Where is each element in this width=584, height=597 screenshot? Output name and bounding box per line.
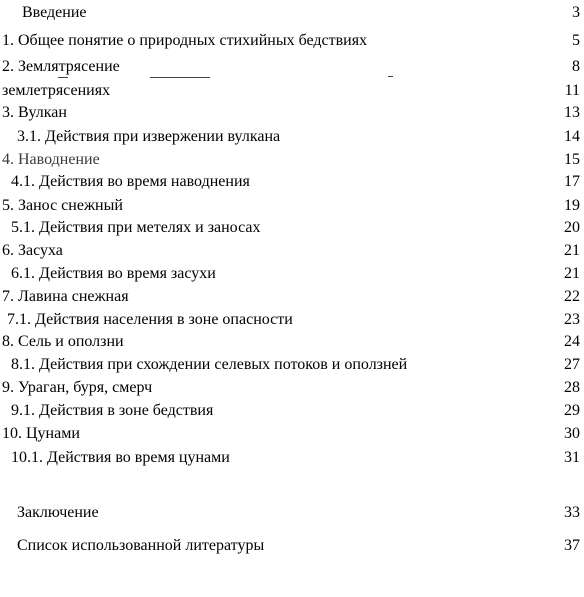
toc-entry-title: 3.1. Действия при извержении вулкана [17, 128, 281, 145]
toc-entry-title: 6. Засуха [2, 242, 63, 259]
toc-entry-page: 22 [564, 288, 580, 305]
toc-entry-page: 13 [564, 104, 580, 121]
toc-entry-title: Заключение [17, 504, 99, 521]
toc-entry-9-1 [0, 400, 580, 422]
toc-entry-page: 27 [564, 356, 580, 373]
toc-entry-title: 10. Цунами [2, 425, 80, 442]
toc-entry-conclusion [0, 502, 580, 524]
toc-entry-title: 9. Ураган, буря, смерч [2, 379, 153, 396]
toc-entry-page: 3 [572, 4, 580, 21]
toc-entry-6 [0, 240, 580, 262]
toc-entry-page: 29 [564, 402, 580, 419]
toc-entry-references [0, 535, 580, 557]
toc-entry-4 [0, 149, 580, 171]
toc-entry-page: 30 [564, 425, 580, 442]
toc-entry-2-continuation [0, 80, 580, 102]
toc-entry-title: 4.1. Действия во время наводнения [11, 173, 250, 190]
toc-entry-introduction [0, 2, 580, 24]
toc-entry-title: 8. Сель и оползни [2, 333, 124, 350]
clipped-text-fragment [388, 76, 393, 77]
toc-entry-5-1 [0, 217, 580, 239]
toc-entry-title: 2. Землятрясение [2, 58, 120, 75]
toc-entry-8 [0, 331, 580, 353]
toc-entry-title: землетрясениях [2, 82, 111, 99]
toc-entry-title: 5.1. Действия при метелях и заносах [11, 219, 261, 236]
toc-entry-2 [0, 56, 580, 78]
toc-entry-page: 21 [564, 242, 580, 259]
toc-entry-title: 10.1. Действия во время цунами [11, 449, 230, 466]
toc-entry-page: 5 [572, 32, 580, 49]
toc-entry-page: 23 [564, 311, 580, 328]
toc-entry-6-1 [0, 263, 580, 285]
toc-entry-page: 8 [572, 58, 580, 75]
toc-entry-title: Введение [22, 4, 87, 21]
toc-entry-title: 1. Общее понятие о природных стихийных бедствиях [2, 32, 368, 49]
toc-entry-1 [0, 30, 580, 52]
toc-entry-title: Список использованной литературы [17, 537, 265, 554]
toc-entry-3 [0, 102, 580, 124]
toc-entry-10-1 [0, 447, 580, 469]
toc-entry-title: 8.1. Действия при схождении селевых потоков и оползней [11, 356, 408, 373]
toc-entry-page: 31 [564, 449, 580, 466]
toc-entry-page: 20 [564, 219, 580, 236]
toc-entry-4-1 [0, 171, 580, 193]
toc-entry-page: 19 [564, 197, 580, 214]
toc-entry-page: 28 [564, 379, 580, 396]
toc-entry-title: 7.1. Действия населения в зоне опасности [7, 311, 293, 328]
toc-entry-page: 11 [564, 82, 580, 99]
toc-entry-title: 7. Лавина снежная [2, 288, 129, 305]
toc-entry-5 [0, 195, 580, 217]
toc-entry-title: 6.1. Действия во время засухи [11, 265, 216, 282]
toc-entry-7 [0, 286, 580, 308]
toc-entry-3-1 [0, 126, 580, 148]
toc-entry-title: 5. Занос снежный [2, 197, 123, 214]
clipped-text-fragment [150, 77, 210, 78]
toc-entry-8-1 [0, 354, 580, 376]
toc-entry-page: 14 [564, 128, 580, 145]
toc-entry-page: 17 [564, 173, 580, 190]
toc-entry-page: 21 [564, 265, 580, 282]
clipped-text-fragment [58, 77, 68, 78]
toc-entry-page: 15 [564, 151, 580, 168]
toc-entry-7-1 [0, 309, 580, 331]
toc-entry-title: 9.1. Действия в зоне бедствия [11, 402, 214, 419]
toc-entry-page: 24 [564, 333, 580, 350]
toc-entry-page: 33 [564, 504, 580, 521]
toc-entry-page: 37 [564, 537, 580, 554]
toc-entry-title: 3. Вулкан [2, 104, 67, 121]
toc-entry-10 [0, 423, 580, 445]
toc-entry-title: 4. Наводнение [2, 151, 100, 168]
toc-entry-9 [0, 377, 580, 399]
